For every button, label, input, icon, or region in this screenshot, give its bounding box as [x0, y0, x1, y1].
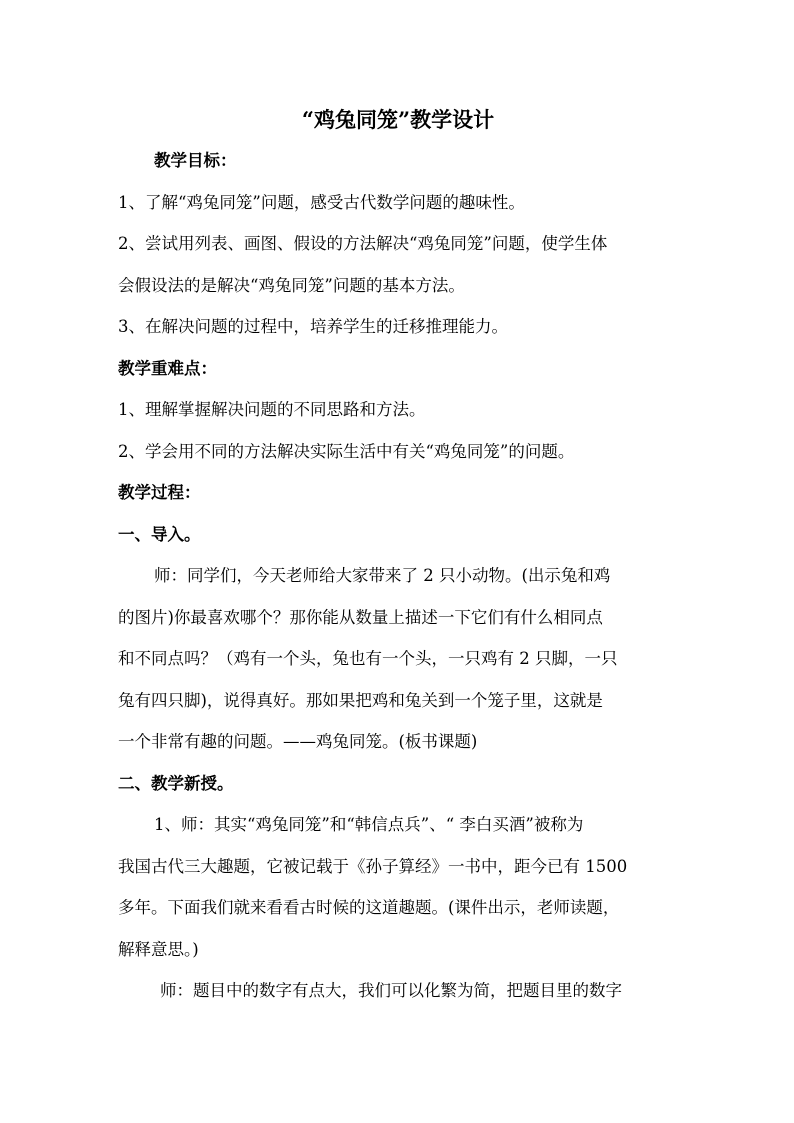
part1-heading: 一、导入。: [118, 524, 201, 544]
part2-line-5: 师：题目中的数字有点大，我们可以化繁为简，把题目里的数字: [160, 981, 622, 1000]
goal-line-3: 会假设法的是解决“鸡兔同笼”问题的基本方法。: [118, 275, 465, 295]
part2-line-2: 我国古代三大趣题，它被记载于《孙子算经》一书中，距今已有 1500: [118, 856, 628, 876]
part1-line-3: 和不同点吗？（鸡有一个头，兔也有一个头，一只鸡有 2 只脚，一只: [118, 649, 618, 668]
part2-line-4: 解释意思。): [118, 939, 199, 959]
goal-line-1: 1、了解“鸡兔同笼”问题，感受古代数学问题的趣味性。: [118, 192, 525, 212]
part2-heading: 二、教学新授。: [118, 773, 234, 793]
part1-line-2: 的图片)你最喜欢哪个？那你能从数量上描述一下它们有什么相同点: [118, 607, 603, 627]
part1-line-4: 兔有四只脚)，说得真好。那如果把鸡和兔关到一个笼子里，这就是: [118, 690, 603, 710]
key-points-heading: 教学重难点：: [118, 358, 217, 378]
goal-line-4: 3、在解决问题的过程中，培养学生的迁移推理能力。: [118, 317, 508, 336]
part1-line-5: 一个非常有趣的问题。——鸡兔同笼。(板书课题): [118, 732, 478, 751]
process-heading: 教学过程：: [118, 483, 201, 502]
key-point-line-1: 1、理解掌握解决问题的不同思路和方法。: [118, 400, 426, 419]
part2-line-3: 多年。下面我们就来看看古时候的这道趣题。(课件出示，老师读题，: [118, 898, 620, 917]
part2-line-1: 1、师：其实“鸡兔同笼”和“韩信点兵”、“ 李白买酒”被称为: [154, 815, 584, 834]
document-title: “鸡兔同笼”教学设计: [301, 107, 495, 132]
goal-line-2: 2、尝试用列表、画图、假设的方法解决“鸡兔同笼”问题，使学生体: [118, 234, 608, 253]
document-page: [118, 100, 678, 1012]
key-point-line-2: 2、学会用不同的方法解决实际生活中有关“鸡兔同笼”的问题。: [118, 441, 575, 461]
goals-heading: 教学目标：: [154, 151, 237, 170]
part1-line-1: 师：同学们，今天老师给大家带来了 2 只小动物。(出示兔和鸡: [154, 566, 611, 585]
